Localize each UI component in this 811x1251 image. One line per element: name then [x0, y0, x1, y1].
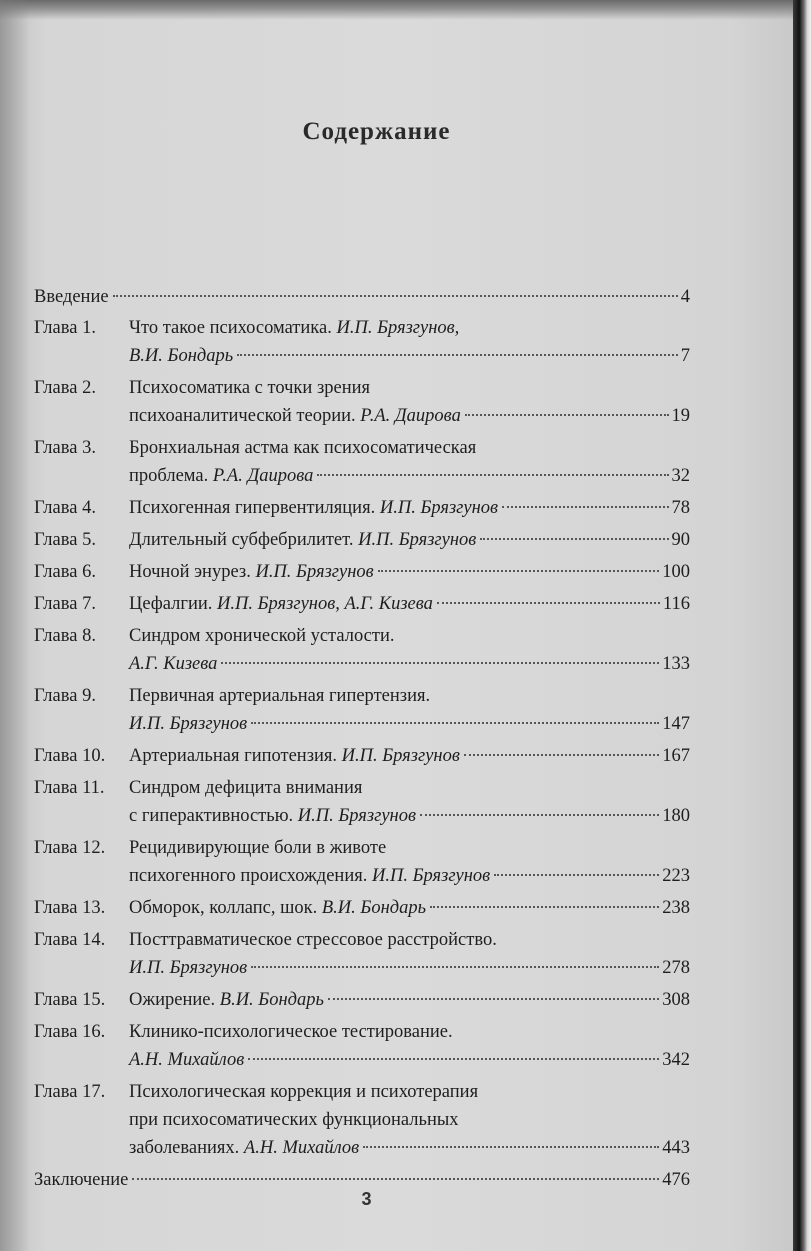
- chapter-last-text: [129, 402, 461, 430]
- toc-entry-chapter: [34, 894, 690, 922]
- dot-leader: [113, 295, 678, 297]
- dot-leader: [237, 354, 678, 356]
- dot-leader: [363, 1146, 659, 1148]
- chapter-author: И.П. Брязгунов: [371, 866, 491, 886]
- chapter-title-block: [129, 526, 690, 554]
- chapter-author: И.П. Брязгунов: [297, 806, 416, 826]
- chapter-title-block: [129, 558, 690, 586]
- chapter-author: А.Н. Михайлов: [243, 1138, 360, 1158]
- chapter-label: Глава 5.: [34, 530, 96, 550]
- chapter-last-line: [129, 590, 690, 618]
- chapter-last-line: [129, 954, 690, 982]
- chapter-page-number: 238: [662, 898, 690, 918]
- chapter-title-text: Ожирение.: [129, 990, 216, 1010]
- chapter-author: И.П. Брязгунов: [379, 498, 499, 518]
- chapter-author: И.П. Брязгунов: [129, 714, 248, 734]
- chapter-label: Глава 2.: [34, 378, 96, 398]
- chapter-author: А.Г. Кизева: [129, 654, 218, 674]
- chapter-last-text: [129, 558, 374, 586]
- chapter-list: [34, 314, 690, 1162]
- chapter-label: Глава 14.: [34, 930, 106, 950]
- toc-entry-chapter: [34, 314, 690, 370]
- page-title: Содержание: [302, 118, 451, 145]
- chapter-title-text: Обморок, коллапс, шок.: [129, 898, 318, 918]
- toc-intro-page: 4: [680, 287, 690, 307]
- chapter-title-line: [129, 834, 690, 862]
- chapter-last-text: [129, 894, 426, 922]
- chapter-title-text: Артериальная гипотензия.: [129, 746, 338, 766]
- chapter-title-block: [129, 374, 690, 430]
- toc-intro-label: Введение: [34, 287, 109, 307]
- chapter-page-number: 223: [662, 866, 690, 886]
- chapter-last-text: [129, 494, 498, 522]
- chapter-author: Р.А. Даирова: [212, 466, 314, 486]
- chapter-title-text: психогенного происхождения.: [129, 866, 368, 886]
- chapter-page-number: 116: [662, 594, 690, 614]
- chapter-label: Глава 4.: [34, 498, 96, 518]
- toc-conclusion-page: 476: [662, 1170, 690, 1190]
- toc-entry-chapter: [34, 774, 690, 830]
- chapter-label: Глава 13.: [34, 898, 106, 918]
- chapter-title-line: [129, 1078, 690, 1106]
- toc-entry-chapter: [34, 1018, 690, 1074]
- chapter-author: И.П. Брязгунов: [341, 746, 460, 766]
- chapter-author: И.П. Брязгунов,: [336, 318, 460, 338]
- chapter-last-text: [129, 986, 324, 1014]
- chapter-title-block: [129, 1018, 690, 1074]
- toc-entry-chapter: [34, 742, 690, 770]
- chapter-label: Глава 15.: [34, 990, 106, 1010]
- chapter-title-text: при психосоматических функциональных: [129, 1110, 459, 1130]
- chapter-last-line: [129, 1134, 690, 1162]
- chapter-last-line: [129, 1046, 690, 1074]
- chapter-page-number: 180: [662, 806, 690, 826]
- chapter-page-number: 7: [680, 346, 690, 366]
- chapter-label: Глава 10.: [34, 746, 106, 766]
- chapter-title-block: [129, 494, 690, 522]
- toc-entry-intro: [34, 283, 690, 311]
- dot-leader: [132, 1178, 659, 1180]
- chapter-author: В.И. Бондарь: [321, 898, 427, 918]
- chapter-title-block: [129, 434, 690, 490]
- chapter-title-line: [129, 434, 690, 462]
- chapter-last-text: [129, 802, 416, 830]
- chapter-title-text: Бронхиальная астма как психосоматическая: [129, 438, 477, 458]
- chapter-author: В.И. Бондарь: [219, 990, 324, 1010]
- chapter-page-number: 167: [662, 746, 690, 766]
- chapter-title-text: Психосоматика с точки зрения: [129, 378, 371, 398]
- chapter-title-text: Психологическая коррекция и психотерапия: [129, 1082, 479, 1102]
- chapter-label: Глава 6.: [34, 562, 96, 582]
- chapter-label: Глава 1.: [34, 318, 96, 338]
- chapter-title-text: Посттравматическое стрессовое расстройство.: [129, 930, 497, 950]
- chapter-label: Глава 9.: [34, 686, 96, 706]
- chapter-title-text: Ночной энурез.: [129, 562, 251, 582]
- chapter-page-number: 32: [671, 466, 690, 486]
- chapter-last-line: [129, 894, 690, 922]
- chapter-title-block: [129, 774, 690, 830]
- chapter-title-text: Синдром хронической усталости.: [129, 626, 395, 646]
- chapter-last-text: [129, 1134, 359, 1162]
- chapter-title-text: Цефалгии.: [129, 594, 213, 614]
- table-of-contents: [34, 283, 690, 1194]
- chapter-page-number: 90: [671, 530, 690, 550]
- dot-leader: [465, 414, 669, 416]
- toc-entry-chapter: [34, 926, 690, 982]
- chapter-last-line: [129, 558, 690, 586]
- chapter-author: Р.А. Даирова: [360, 406, 461, 426]
- page-number: 3: [361, 1189, 372, 1209]
- chapter-page-number: 443: [662, 1138, 690, 1158]
- toc-entry-chapter: [34, 558, 690, 586]
- toc-entry-chapter: [34, 434, 690, 490]
- chapter-page-number: 100: [662, 562, 690, 582]
- dot-leader: [420, 814, 659, 816]
- chapter-label: Глава 3.: [34, 438, 96, 458]
- chapter-last-text: [129, 1046, 244, 1074]
- dot-leader: [317, 474, 668, 476]
- dot-leader: [494, 874, 659, 876]
- chapter-title-block: [129, 986, 690, 1014]
- toc-entry-chapter: [34, 622, 690, 678]
- toc-entry-chapter: [34, 834, 690, 890]
- chapter-title-text: Рецидивирующие боли в животе: [129, 838, 387, 858]
- chapter-last-line: [129, 802, 690, 830]
- dot-leader: [248, 1058, 659, 1060]
- chapter-title-text: Психогенная гипервентиляция.: [129, 498, 376, 518]
- chapter-last-line: [129, 710, 690, 738]
- toc-entry-chapter: [34, 682, 690, 738]
- chapter-page-number: 133: [662, 654, 690, 674]
- chapter-title-line: [129, 1106, 690, 1134]
- chapter-last-line: [129, 402, 690, 430]
- chapter-label: Глава 12.: [34, 838, 106, 858]
- chapter-title-block: [129, 742, 690, 770]
- chapter-title-block: [129, 314, 690, 370]
- chapter-title-block: [129, 894, 690, 922]
- dot-leader: [437, 602, 660, 604]
- chapter-label: Глава 7.: [34, 594, 96, 614]
- dot-leader: [251, 722, 659, 724]
- chapter-page-number: 342: [662, 1050, 690, 1070]
- chapter-last-text: [129, 862, 490, 890]
- dot-leader: [502, 506, 668, 508]
- chapter-title-block: [129, 622, 690, 678]
- chapter-label: Глава 11.: [34, 778, 105, 798]
- dot-leader: [464, 754, 659, 756]
- chapter-last-line: [129, 342, 690, 370]
- dot-leader: [378, 570, 660, 572]
- chapter-title-block: [129, 590, 690, 618]
- chapter-author: И.П. Брязгунов: [358, 530, 477, 550]
- chapter-title-text: заболеваниях.: [129, 1138, 240, 1158]
- chapter-last-text: [129, 954, 247, 982]
- chapter-last-text: [129, 526, 476, 554]
- toc-entry-chapter: [34, 526, 690, 554]
- toc-entry-chapter: [34, 1078, 690, 1162]
- dot-leader: [328, 998, 659, 1000]
- chapter-page-number: 147: [662, 714, 690, 734]
- chapter-title-line: [129, 926, 690, 954]
- chapter-page-number: 278: [662, 958, 690, 978]
- chapter-author: И.П. Брязгунов: [255, 562, 374, 582]
- chapter-last-text: [129, 342, 233, 370]
- chapter-title-line: [129, 622, 690, 650]
- chapter-title-line: [129, 774, 690, 802]
- chapter-title-line: [129, 1018, 690, 1046]
- chapter-title-block: [129, 1078, 690, 1162]
- chapter-last-line: [129, 862, 690, 890]
- chapter-last-text: [129, 462, 313, 490]
- chapter-last-line: [129, 526, 690, 554]
- chapter-last-line: [129, 986, 690, 1014]
- toc-conclusion-label: Заключение: [34, 1170, 129, 1190]
- chapter-title-text: проблема.: [129, 466, 209, 486]
- chapter-page-number: 19: [671, 406, 690, 426]
- chapter-author: В.И. Бондарь: [129, 346, 234, 366]
- chapter-title-line: [129, 374, 690, 402]
- chapter-page-number: 308: [662, 990, 690, 1010]
- chapter-last-line: [129, 650, 690, 678]
- chapter-title-text: Первичная артериальная гипертензия.: [129, 686, 431, 706]
- dot-leader: [430, 906, 659, 908]
- chapter-title-line: [129, 314, 690, 342]
- chapter-page-number: 78: [671, 498, 690, 518]
- book-spine: [793, 0, 811, 1251]
- chapter-last-text: [129, 590, 433, 618]
- toc-entry-chapter: [34, 590, 690, 618]
- chapter-last-line: [129, 742, 690, 770]
- dot-leader: [251, 966, 659, 968]
- chapter-title-block: [129, 926, 690, 982]
- chapter-title-text: Длительный субфебрилитет.: [129, 530, 354, 550]
- chapter-last-text: [129, 710, 247, 738]
- toc-entry-chapter: [34, 986, 690, 1014]
- chapter-title-block: [129, 682, 690, 738]
- chapter-title-block: [129, 834, 690, 890]
- toc-entry-chapter: [34, 374, 690, 430]
- chapter-title-text: Клинико-психологическое тестирование.: [129, 1022, 453, 1042]
- chapter-author: И.П. Брязгунов, А.Г. Кизева: [217, 594, 433, 614]
- chapter-last-line: [129, 494, 690, 522]
- chapter-title-text: Что такое психосоматика.: [129, 318, 332, 338]
- chapter-label: Глава 17.: [34, 1082, 106, 1102]
- dot-leader: [221, 662, 659, 664]
- top-shadow: [0, 0, 793, 20]
- dot-leader: [480, 538, 668, 540]
- chapter-title-text: Синдром дефицита внимания: [129, 778, 363, 798]
- chapter-author: А.Н. Михайлов: [129, 1050, 245, 1070]
- chapter-title-line: [129, 682, 690, 710]
- left-shadow: [0, 0, 30, 1251]
- toc-entry-chapter: [34, 494, 690, 522]
- chapter-title-text: с гиперактивностью.: [129, 806, 294, 826]
- chapter-author: И.П. Брязгунов: [129, 958, 248, 978]
- chapter-label: Глава 8.: [34, 626, 96, 646]
- chapter-last-text: [129, 742, 460, 770]
- chapter-last-text: [129, 650, 217, 678]
- chapter-label: Глава 16.: [34, 1022, 106, 1042]
- chapter-last-line: [129, 462, 690, 490]
- chapter-title-text: психоаналитической теории.: [129, 406, 356, 426]
